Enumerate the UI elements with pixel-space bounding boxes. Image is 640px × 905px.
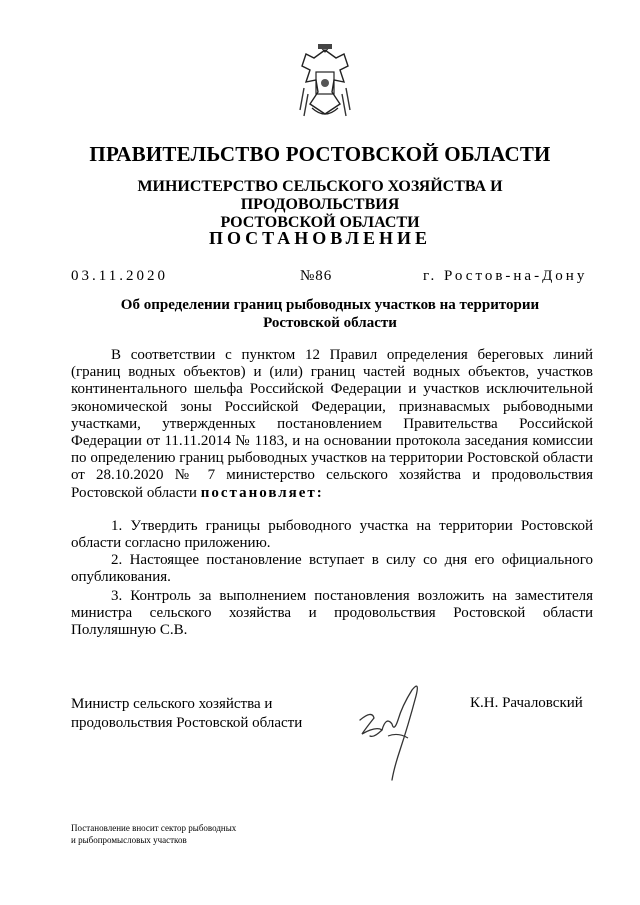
footer-note [71,822,236,846]
document-title-line1: Об определении границ рыбоводных участков на территории [120,297,540,313]
preamble-paragraph [71,347,593,502]
signer-position-line2: продовольствия Ростовской области [71,715,303,731]
footer-note-line1: Постановление вносит сектор рыбоводных [71,823,237,833]
document-title-line2: Ростовской области [263,315,397,331]
document-type: ПОСТАНОВЛЕНИЕ [208,228,432,248]
decree-word: постановляет: [200,484,324,501]
document-number: №86 [300,268,333,284]
document-date: 03.11.2020 [71,268,168,284]
ministry-heading [60,178,580,232]
government-heading: ПРАВИТЕЛЬСТВО РОСТОВСКОЙ ОБЛАСТИ [89,142,551,166]
footer-note-line2: и рыбопромысловых участков [71,835,187,845]
decree-item-3: 3. Контроль за выполнением постановления возложить на заместителя министра сельского хозяйства и продовольствия Ростовской области Полуляшную С.В. [71,588,593,639]
decree-item-2: 2. Настоящее постановление вступает в силу со дня его официального опубликования. [71,552,593,586]
signer-name: К.Н. Рачаловский [470,695,583,711]
ministry-heading-line2: РОСТОВСКОЙ ОБЛАСТИ [220,214,420,231]
handwritten-signature [352,676,432,786]
ministry-heading-line1: МИНИСТЕРСТВО СЕЛЬСКОГО ХОЗЯЙСТВА И ПРОДОВОЛЬСТВИЯ [137,178,503,213]
document-city: г. Ростов-на-Дону [423,268,588,284]
coat-of-arms-emblem [296,44,354,120]
signer-position-line1: Министр сельского хозяйства и [71,696,273,712]
signer-position [71,695,302,733]
document-title [70,296,590,332]
decree-item-1: 1. Утвердить границы рыбоводного участка на территории Ростовской области согласно приложению. [71,518,593,552]
preamble-text: В соответствии с пунктом 12 Правил определения береговых линий (границ водных объектов) и (или) границ частей водных объектов, участков континентального шельфа Российской Федерации и участков исключительной экономической зоны Российской Федерации, признавасмых рыбоводными участками, утвержденных постановлением Правительства Российской Федерации от 11.11.2014 № 1183, и на основании протокола заседания комиссии по определению границ рыбоводных участков на территории Ростовской области от 28.10.2020 № 7 министерство сельского хозяйства и продовольствия Ростовской области [71,347,593,501]
